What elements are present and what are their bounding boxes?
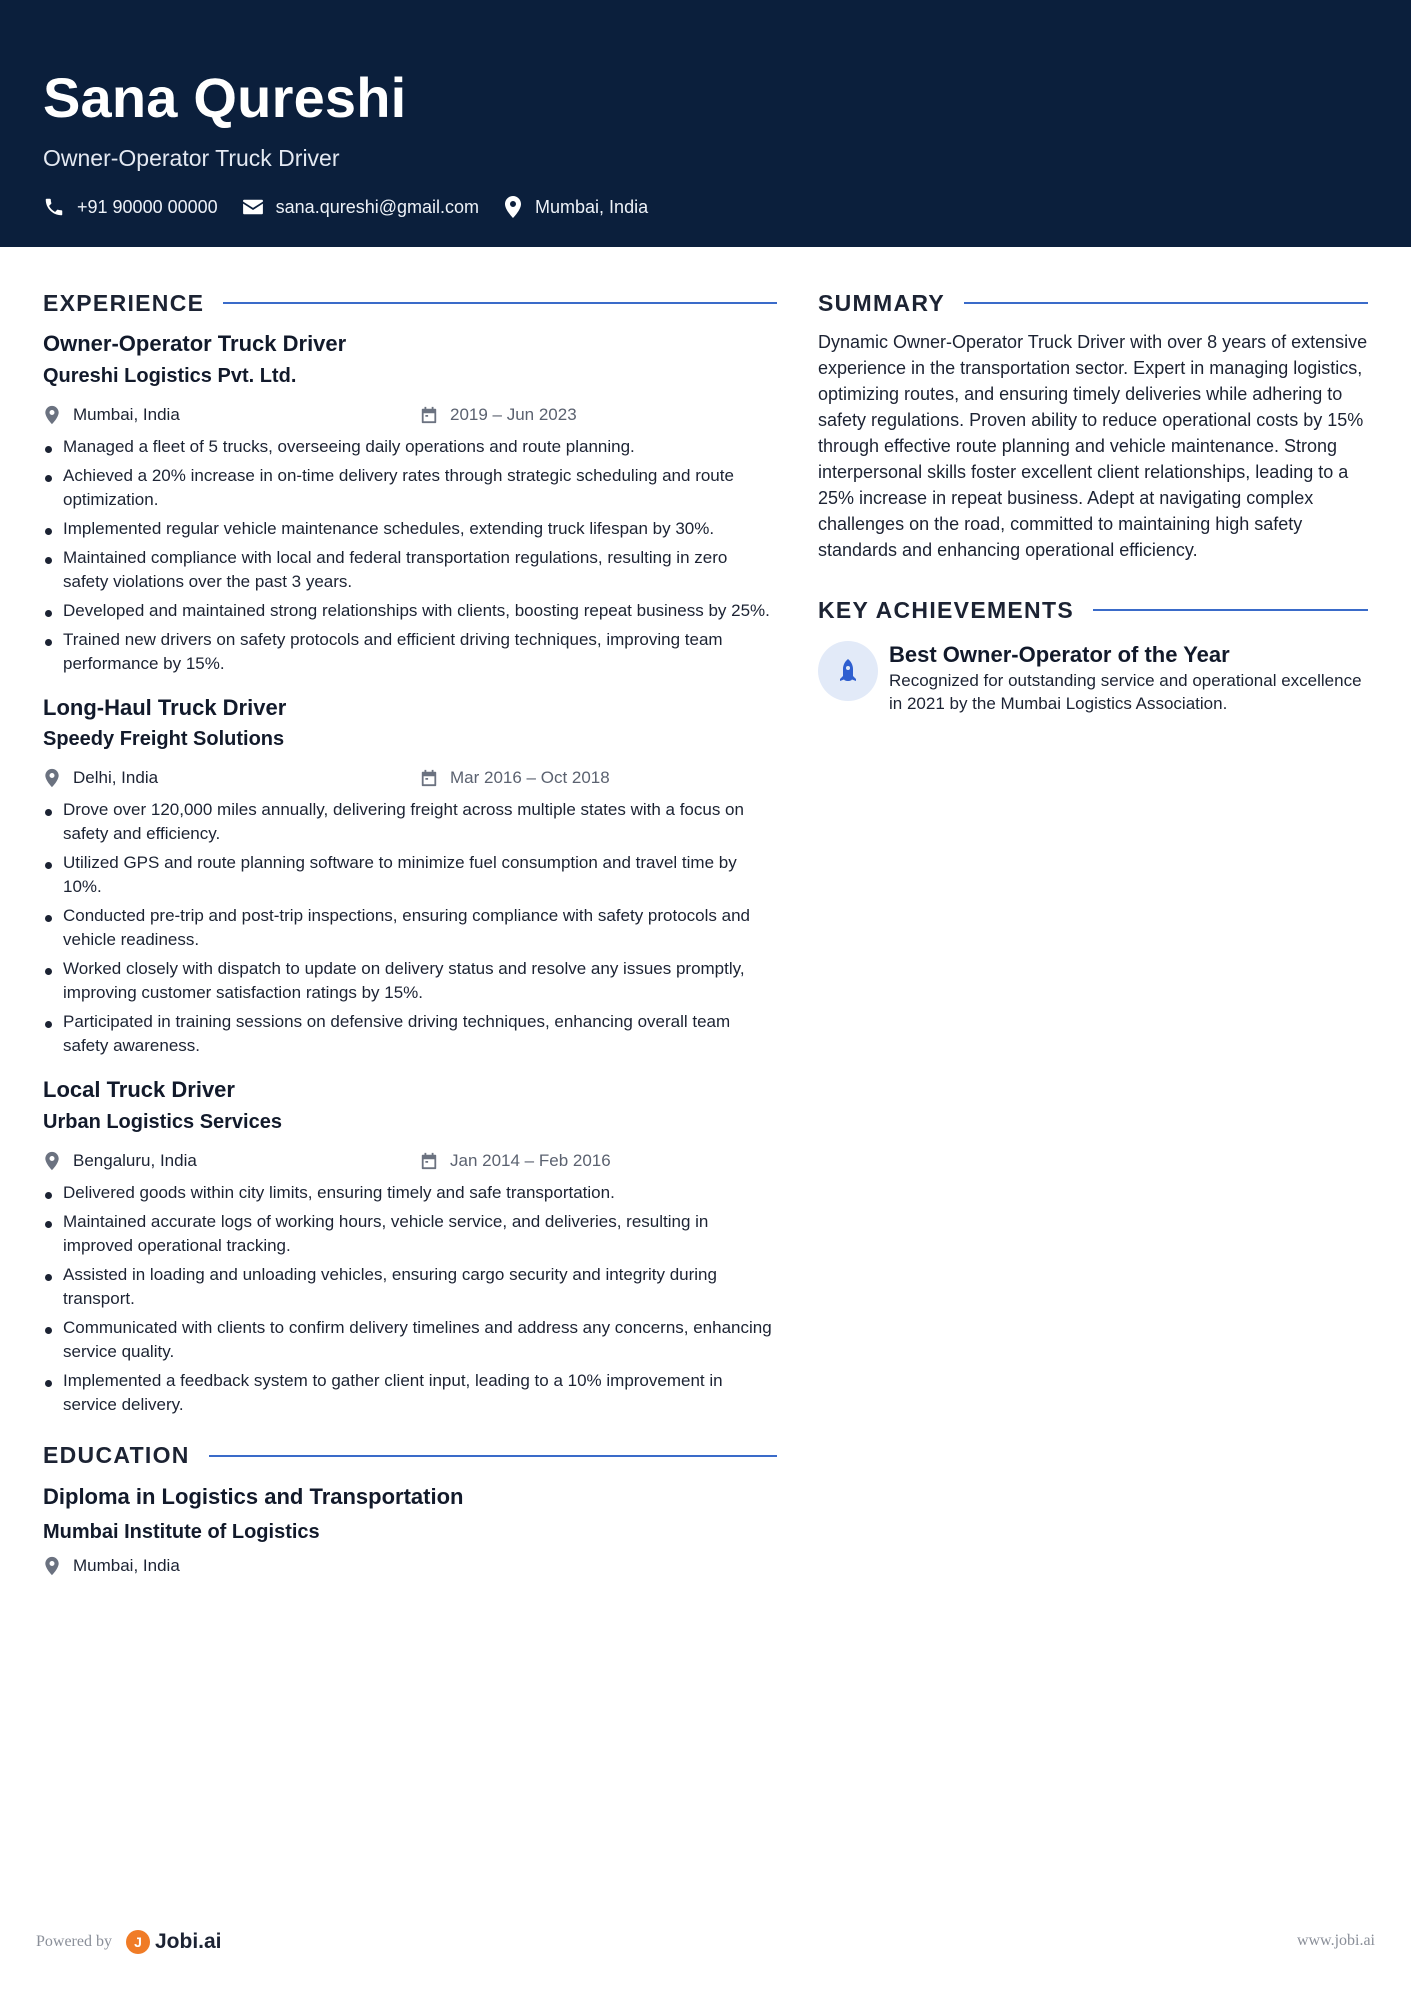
brand-link[interactable] — [126, 1930, 222, 1954]
job-title: Owner-Operator Truck Driver — [43, 331, 347, 356]
achievement-item — [818, 641, 1368, 715]
bullet-item: Participated in training sessions on defensive driving techniques, enhancing overall team safety awareness. — [43, 1010, 777, 1058]
calendar-icon — [420, 406, 438, 424]
contact-bar — [43, 195, 1368, 219]
education-title: EDUCATION — [43, 1442, 190, 1469]
achievement-body — [889, 641, 1368, 715]
job-meta — [43, 1149, 777, 1173]
bullet-item: Managed a fleet of 5 trucks, overseeing daily operations and route planning. — [43, 435, 777, 459]
achievement-description: Recognized for outstanding service and operational excellence in 2021 by the Mumbai Logistics Association. — [889, 671, 1362, 714]
job-meta — [43, 403, 777, 427]
job-dates — [420, 768, 610, 788]
education-location — [43, 1556, 420, 1576]
job-bullets — [43, 435, 777, 676]
bullet-item: Worked closely with dispatch to update on delivery status and resolve any issues promptly, improving customer satisfaction ratings by 15%. — [43, 957, 777, 1005]
brand-text: Jobi.ai — [154, 1930, 222, 1953]
email-text: sana.qureshi@gmail.com — [275, 196, 480, 217]
bullet-item: Achieved a 20% increase in on-time delivery rates through strategic scheduling and route optimization. — [43, 464, 777, 512]
summary-title: SUMMARY — [818, 289, 946, 316]
experience-heading — [43, 288, 777, 318]
job-bullets — [43, 798, 777, 1058]
left-column — [43, 288, 777, 1578]
job-dates-text: Jan 2014 – Feb 2016 — [450, 1150, 611, 1170]
bullet-item: Drove over 120,000 miles annually, delivering freight across multiple states with a focus on safety and efficiency. — [43, 798, 777, 846]
education-meta — [43, 1554, 777, 1578]
education-entry — [43, 1484, 777, 1578]
contact-email — [242, 197, 479, 218]
education-school: Mumbai Institute of Logistics — [43, 1520, 320, 1543]
job-location-text: Bengaluru, India — [73, 1150, 197, 1170]
location-text: Mumbai, India — [535, 196, 649, 217]
resume-header — [0, 0, 1411, 247]
powered-by-text: Powered by — [36, 1933, 112, 1950]
bullet-item: Assisted in loading and unloading vehicles, ensuring cargo security and integrity during transport. — [43, 1263, 777, 1311]
job-company: Urban Logistics Services — [43, 1110, 282, 1133]
job-meta — [43, 766, 777, 790]
bullet-item: Communicated with clients to confirm delivery timelines and address any concerns, enhancing service quality. — [43, 1316, 777, 1364]
job-entry — [43, 1076, 777, 1417]
bullet-item: Implemented a feedback system to gather client input, leading to a 10% improvement in service delivery. — [43, 1369, 777, 1417]
job-entry — [43, 694, 777, 1059]
rocket-icon — [818, 641, 878, 701]
section-divider — [209, 1455, 777, 1457]
right-column — [818, 288, 1368, 715]
section-divider — [964, 302, 1368, 304]
email-icon — [242, 198, 264, 216]
jobi-logo-icon: J — [126, 1930, 150, 1954]
job-location — [43, 1151, 420, 1171]
location-pin-icon — [503, 195, 523, 219]
footer-powered-by — [36, 1930, 222, 1954]
location-pin-icon — [43, 1151, 61, 1171]
location-pin-icon — [43, 405, 61, 425]
summary-heading — [818, 288, 1368, 318]
section-divider — [1093, 609, 1368, 611]
bullet-item: Implemented regular vehicle maintenance schedules, extending truck lifespan by 30%. — [43, 517, 777, 541]
job-title: Long-Haul Truck Driver — [43, 694, 287, 720]
achievements-title: KEY ACHIEVEMENTS — [818, 596, 1074, 623]
location-pin-icon — [43, 768, 61, 788]
bullet-item: Maintained accurate logs of working hours, vehicle service, and deliveries, resulting in improved operational tracking. — [43, 1210, 777, 1258]
candidate-name: Sana Qureshi — [43, 66, 407, 129]
job-location-text: Mumbai, India — [73, 404, 180, 424]
contact-phone — [43, 196, 218, 218]
job-entry — [43, 330, 777, 676]
section-divider — [223, 302, 777, 304]
achievement-title: Best Owner-Operator of the Year — [889, 642, 1230, 667]
location-pin-icon — [43, 1556, 61, 1576]
candidate-role: Owner-Operator Truck Driver — [43, 145, 340, 171]
phone-text: +91 90000 00000 — [77, 196, 218, 217]
job-location-text: Delhi, India — [73, 768, 159, 788]
job-dates-text: Mar 2016 – Oct 2018 — [450, 768, 610, 788]
job-bullets — [43, 1181, 777, 1417]
job-dates — [420, 1151, 611, 1171]
website-link[interactable]: www.jobi.ai — [1296, 1932, 1375, 1949]
calendar-icon — [420, 1152, 438, 1170]
bullet-item: Developed and maintained strong relationships with clients, boosting repeat business by 25%. — [43, 599, 777, 623]
job-company: Speedy Freight Solutions — [43, 728, 285, 751]
education-heading — [43, 1441, 777, 1471]
education-location-text: Mumbai, India — [73, 1555, 180, 1575]
contact-location — [503, 195, 648, 219]
calendar-icon — [420, 769, 438, 787]
education-degree: Diploma in Logistics and Transportation — [43, 1483, 464, 1509]
bullet-item: Utilized GPS and route planning software to minimize fuel consumption and travel time by 10%. — [43, 851, 777, 899]
bullet-item: Conducted pre-trip and post-trip inspections, ensuring compliance with safety protocols and vehicle readiness. — [43, 904, 777, 952]
job-dates — [420, 405, 577, 425]
job-dates-text: 2019 – Jun 2023 — [450, 404, 577, 424]
job-company: Qureshi Logistics Pvt. Ltd. — [43, 364, 297, 387]
job-location — [43, 405, 420, 425]
bullet-item: Delivered goods within city limits, ensuring timely and safe transportation. — [43, 1181, 777, 1205]
achievements-heading — [818, 595, 1368, 625]
summary-text: Dynamic Owner-Operator Truck Driver with over 8 years of extensive experience in the transportation sector. Expert in managing logistics, optimizing routes, and ensuring timely deliveries while adhering to safety regulations. Proven ability to reduce operational costs by 15% through effective route planning and vehicle maintenance. Strong interpersonal skills foster excellent client relationships, leading to a 25% increase in repeat business. Adept at navigating complex challenges on the road, committed to maintaining high safety standards and enhancing operational efficiency. — [818, 332, 1368, 560]
bullet-item: Maintained compliance with local and federal transportation regulations, resulting in zero safety violations over the past 3 years. — [43, 546, 777, 594]
job-title: Local Truck Driver — [43, 1077, 235, 1103]
experience-title: EXPERIENCE — [43, 289, 205, 316]
phone-icon — [43, 196, 65, 218]
job-location — [43, 768, 420, 788]
bullet-item: Trained new drivers on safety protocols and efficient driving techniques, improving team performance by 15%. — [43, 628, 777, 676]
